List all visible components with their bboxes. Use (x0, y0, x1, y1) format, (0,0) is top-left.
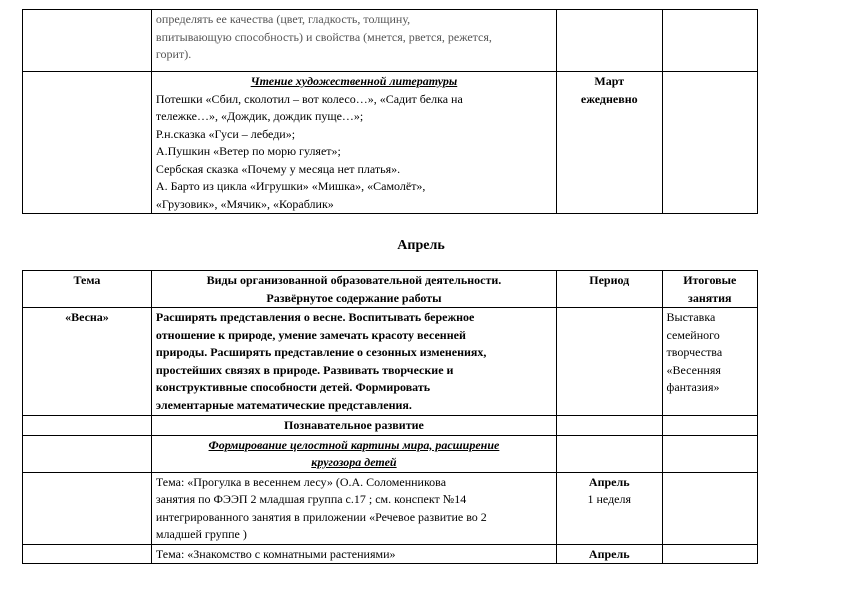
table-row (23, 472, 758, 544)
table-cell (23, 435, 152, 472)
table-row (23, 10, 758, 72)
period-cell (556, 472, 662, 544)
text-line: впитывающую способность) и свойства (мнется, рвется, режется, (155, 29, 492, 44)
table-row (23, 544, 758, 564)
period-cell (556, 544, 662, 564)
header-final (662, 271, 757, 308)
text-line: Сербская сказка «Почему у месяца нет платья». (155, 161, 401, 176)
table-row (23, 308, 758, 416)
header-label: Период (589, 273, 630, 287)
text-line: Выставка (666, 310, 716, 324)
text-line: простейших связях в природе. Развивать творческие и (155, 362, 454, 377)
table-cell (23, 472, 152, 544)
subsection-row (23, 435, 758, 472)
theme-cell (23, 308, 152, 416)
text-line: А.Пушкин «Ветер по морю гуляет»; (155, 144, 341, 158)
lesson-cell (151, 544, 556, 564)
header-label: Развёрнутое содержание работы (266, 290, 442, 305)
header-label: Тема (73, 273, 101, 287)
text-line: фантазия» (666, 380, 720, 394)
final-activity-cell (662, 308, 757, 416)
text-line: конструктивные способности детей. Формировать (155, 380, 431, 394)
table-cell (662, 472, 757, 544)
subsection-line: кругозора детей (311, 455, 397, 469)
subsection-title (151, 435, 556, 472)
text-line: младшей группе ) (155, 527, 247, 541)
text-line: «Весенняя (666, 362, 721, 377)
table-row (23, 72, 758, 214)
text-line: отношение к природе, умение замечать красоту весенней (155, 327, 466, 342)
section-title-text: Познавательное развитие (284, 418, 424, 432)
period-month: Апрель (588, 474, 630, 489)
text-line: Тема: «Знакомство с комнатными растениями» (155, 546, 396, 561)
text-line: занятия по ФЭЭП 2 младшая группа с.17 ; см. конспект №14 (155, 492, 467, 506)
table-cell (556, 416, 662, 436)
header-period (556, 271, 662, 308)
period-week: 1 неделя (587, 492, 632, 506)
header-label: занятия (688, 290, 732, 305)
table-cell (23, 72, 152, 214)
text-line: элементарные математические представления. (155, 397, 412, 412)
theme-content-cell (151, 308, 556, 416)
text-line: Тема: «Прогулка в весеннем лесу» (О.А. Соломенникова (155, 474, 447, 489)
text-line: интегрированного занятия в приложении «Речевое развитие во 2 (155, 509, 487, 524)
text-line: определять ее качества (цвет, гладкость, толщину, (155, 12, 411, 26)
text-line: творчества (666, 345, 723, 359)
header-row (23, 271, 758, 308)
theme-name: «Весна» (65, 310, 109, 324)
header-label: Итоговые (683, 273, 737, 287)
table-cell (23, 416, 152, 436)
text-line: горит). (155, 47, 192, 61)
table-cell (23, 10, 152, 72)
period-frequency: ежедневно (580, 91, 638, 106)
table-cell (662, 416, 757, 436)
section-title (151, 416, 556, 436)
period-month: Апрель (588, 546, 630, 561)
table-cell (23, 544, 152, 564)
continued-plan-table (22, 9, 758, 214)
period-cell (556, 72, 662, 214)
text-line: природы. Расширять представление о сезонных изменениях, (155, 345, 487, 359)
text-line: Р.н.сказка «Гуси – лебеди»; (155, 126, 296, 141)
subsection-line: Формирование целостной картины мира, расширение (208, 437, 500, 452)
text-line: тележке…», «Дождик, дождик пуще…»; (155, 109, 364, 123)
lesson-cell (151, 472, 556, 544)
header-theme (23, 271, 152, 308)
table-cell (556, 10, 662, 72)
table-cell (556, 435, 662, 472)
table-cell (662, 10, 757, 72)
period-month: Март (594, 74, 625, 88)
month-title: Апрель (397, 238, 445, 253)
table-cell (556, 308, 662, 416)
header-activity (151, 271, 556, 308)
text-line: А. Барто из цикла «Игрушки» «Мишка», «Самолёт», (155, 179, 426, 193)
text-line: семейного (666, 327, 720, 342)
literature-cell (151, 72, 556, 214)
text-line: Потешки «Сбил, сколотил – вот колесо…», «Садит белка на (155, 91, 463, 106)
text-line: «Грузовик», «Мячик», «Кораблик» (155, 196, 334, 211)
table-cell (662, 544, 757, 564)
table-cell (662, 72, 757, 214)
material-properties-cell (151, 10, 556, 72)
header-label: Виды организованной образовательной деятельности. (206, 273, 502, 287)
section-row (23, 416, 758, 436)
text-line: Расширять представления о весне. Воспитывать бережное (155, 310, 475, 324)
april-plan-table (22, 270, 758, 564)
table-cell (662, 435, 757, 472)
literature-heading: Чтение художественной литературы (250, 74, 458, 88)
